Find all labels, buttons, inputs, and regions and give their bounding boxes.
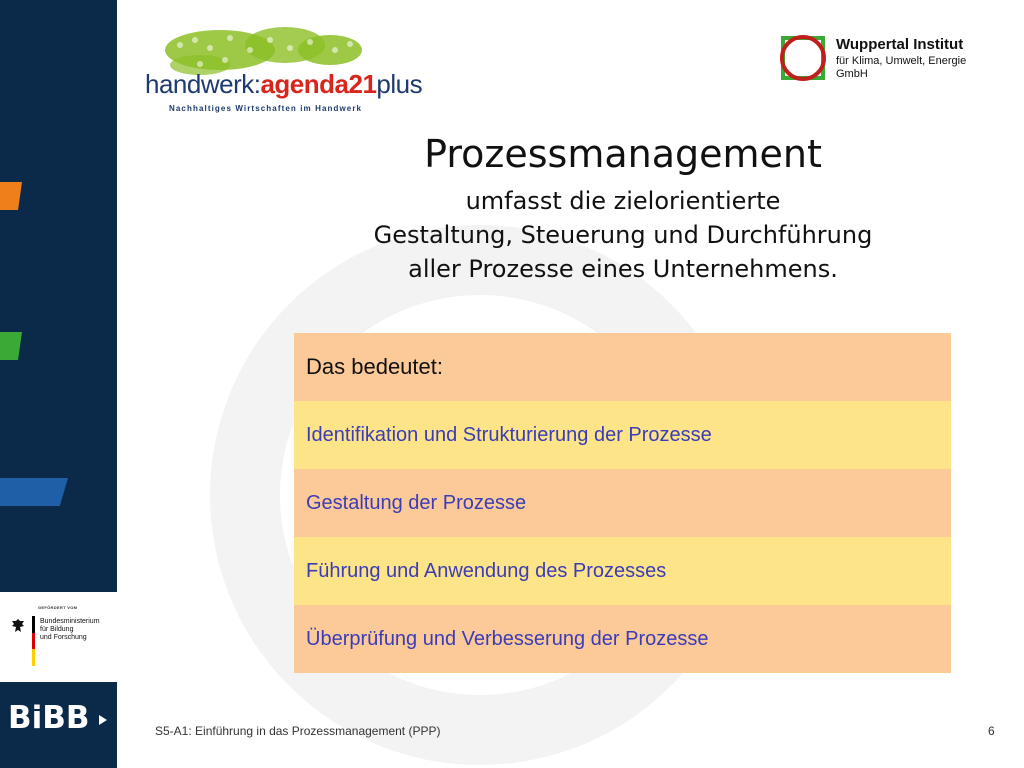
subtitle-line: umfasst die zielorientierte bbox=[465, 187, 781, 215]
bibb-logo bbox=[0, 684, 117, 768]
table-row: Gestaltung der Prozesse bbox=[294, 469, 951, 537]
handwerk-logo-wordmark: handwerk:agenda21plus bbox=[145, 69, 423, 99]
subtitle-line: Gestaltung, Steuerung und Durchführung bbox=[373, 221, 873, 249]
bibb-arrow-icon bbox=[99, 715, 107, 725]
table-row: Identifikation und Strukturierung der Prozesse bbox=[294, 401, 951, 469]
handwerk-tagline: Nachhaltiges Wirtschaften im Handwerk bbox=[169, 104, 363, 113]
subtitle-line: aller Prozesse eines Unternehmens. bbox=[408, 255, 838, 283]
german-flag-stripe bbox=[32, 616, 35, 666]
table-row: Überprüfung und Verbesserung der Prozesse bbox=[294, 605, 951, 673]
meaning-table bbox=[294, 333, 951, 673]
sidebar-accent-green bbox=[0, 332, 22, 360]
table-header: Das bedeutet: bbox=[294, 333, 951, 401]
bibb-logo-text: BiBB bbox=[8, 700, 90, 736]
slide-subtitle bbox=[296, 184, 950, 286]
bmbf-funded-by: GEFÖRDERT VOM bbox=[38, 605, 78, 610]
table-row: Führung und Anwendung des Prozesses bbox=[294, 537, 951, 605]
wuppertal-logo-icon bbox=[780, 35, 826, 81]
slide-footer: S5-A1: Einführung in das Prozessmanagement (PPP) bbox=[155, 724, 441, 738]
page-number: 6 bbox=[988, 724, 995, 738]
wuppertal-name: Wuppertal Institut bbox=[836, 36, 964, 53]
sidebar-accent-blue bbox=[0, 478, 68, 506]
slide-title: Prozessmanagement bbox=[424, 132, 822, 176]
federal-eagle-icon bbox=[11, 618, 25, 632]
bmbf-name: Bundesministerium für Bildung und Forschung bbox=[40, 618, 100, 641]
bmbf-logo bbox=[0, 592, 117, 682]
sidebar-accent-orange bbox=[0, 182, 22, 210]
wuppertal-subtitle: für Klima, Umwelt, Energie GmbH bbox=[836, 55, 967, 80]
